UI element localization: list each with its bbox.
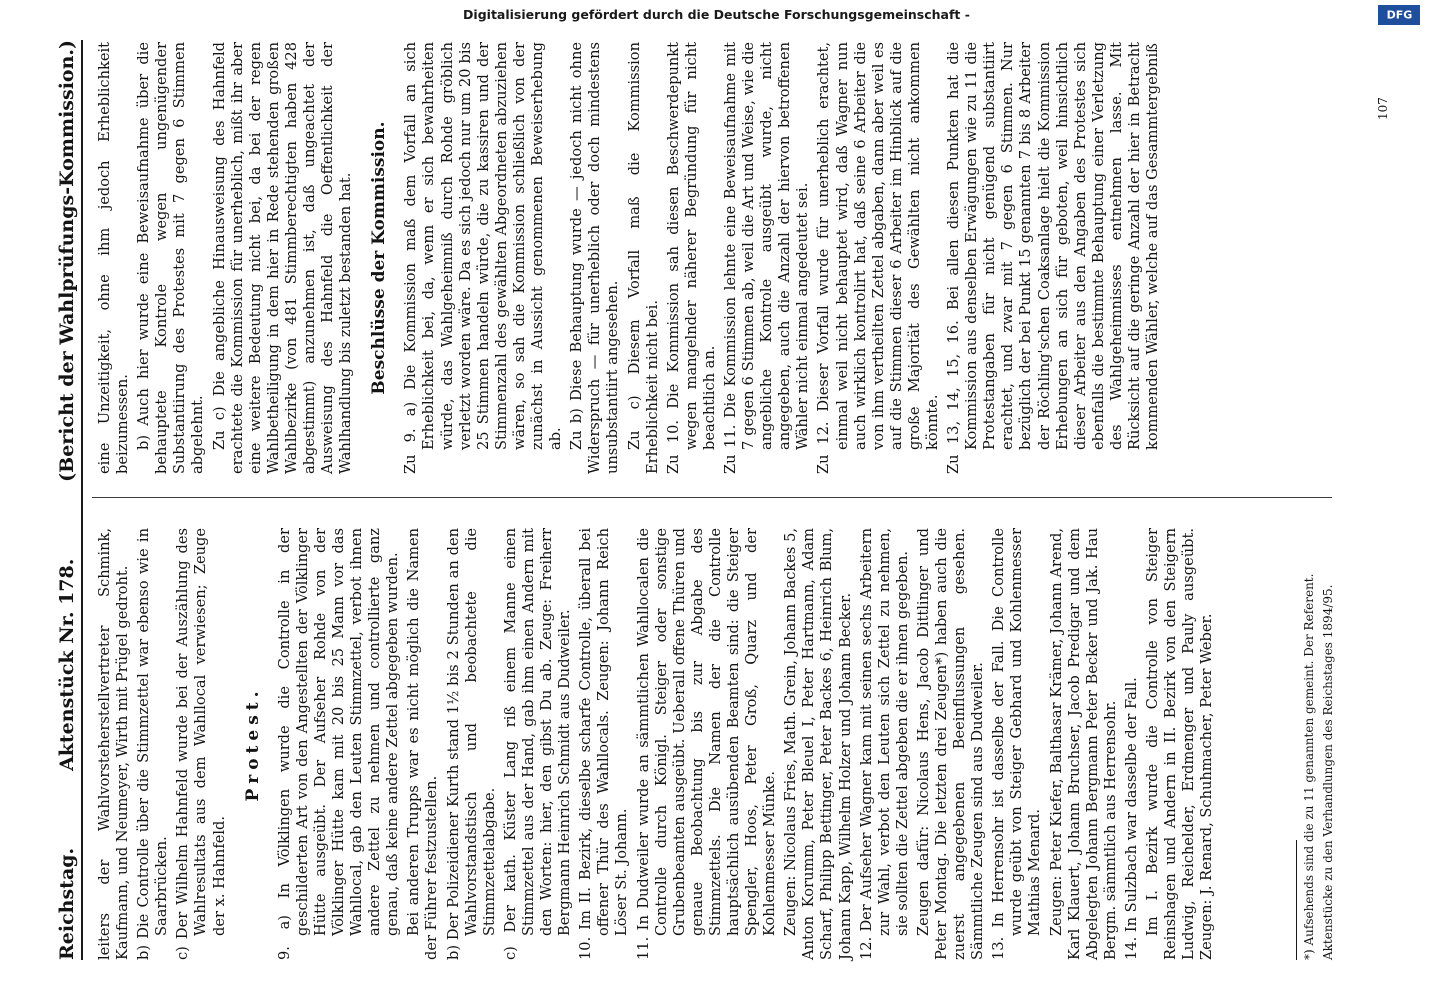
paragraph: Im I. Bezirk wurde die Controlle von Steiger Reinshagen und Andern in II. Bezirk von den Steigern Ludwig, Reichelder, Erdmenger und Pauly ausgeübt. Zeugen: J. Renard, Schuhmacher, Peter Weber.: [1144, 528, 1216, 960]
paragraph: Zeugen dafür: Nicolaus Hens, Jacob Dittlinger und Peter Montag. Die letzten drei Zeugen*) haben auch die zuerst angegebenen Beeinflussungen gesehen. Sämmtliche Zeugen sind aus Dudweiler.: [914, 528, 987, 960]
running-head: [44, 40, 83, 960]
paragraph: 12. Der Aufseher Wagner kam mit seinen sechs Arbeitern zur Wahl, verbot den Leuten sich Zettel zu nehmen, sie sollten die Zettel abgeben die er ihnen gegeben.: [857, 528, 911, 960]
protest-heading: Protest.: [242, 686, 263, 802]
paragraph: b) Auch hier wurde eine Beweisaufnahme über die behauptete Kontrole wegen ungenügender Substantiirung des Protestes mit 7 gegen 6 Stimmen abgelehnt.: [135, 42, 207, 474]
paragraph: 11. In Dudweiler wurde an sämmtlichen Wahllocalen die Controlle durch Königl. Steiger oder sonstige Grubenbeamten ausgeübt. Ueberall offene Thüren und genaue Beobachtung bis zur Abgabe des Stimmzettels. Die Namen der die Controlle hauptsächlich ausübenden Beamten sind: die Steiger Spengler, Hoos, Peter Groß, Quarz und der Kohlenmesser Münke.: [634, 528, 779, 960]
footnote: Aktenstücke zu den Verhandlungen des Reichstages 1894/95.: [1320, 584, 1335, 960]
paragraph: Zu c) Die angebliche Hinausweisung des Hahnfeld erachtete die Kommission für unerheblich, mißt ihr aber eine weitere Bedeutung nicht bei, da bei der regen Wahlbetheiligung in dem hier in Rede stehenden großen Wahlbezirke (von 481 Stimmberechtigten haben 428 abgestimmt) anzunehmen ist, daß ungeachtet der Ausweisung des Hahnfeld die Oeffentlichkeit der Wahlhandlung bis zuletzt bestanden hat.: [210, 42, 355, 474]
dfg-logo: [1378, 5, 1420, 25]
paragraph: Zu b) Diese Behauptung wurde — jedoch nicht ohne Widerspruch — für unerheblich oder doch mindestens unsubstantiirt angesehen.: [568, 42, 622, 474]
column-divider: [92, 497, 1332, 498]
digitization-sidebar: [0, 0, 1432, 30]
paragraph: Zu 9. a) Die Kommission maß dem Vorfall an sich Erheblichkeit bei, da, wenn er sich bewahrheiten würde, das Wahlgeheimniß durch Rohde gröblich verletzt worden wäre. Da es sich jedoch nur um 20 bis 25 Stimmen handeln würde, die zu kassiren und der Stimmenzahl des gewählten Abgeordneten abzuziehen wären, so sah die Kommission schließlich von der zunächst in Aussicht genommenen Beweiserhebung ab.: [402, 42, 565, 474]
paragraph: 14. In Sulzbach war dasselbe der Fall.: [1122, 677, 1140, 960]
header-center: Aktenstück Nr. 178.: [56, 558, 78, 772]
paragraph: 9. a) In Völklingen wurde die Controlle in der geschilderten Art von den Angestellten der Völklinger Hütte ausgeübt. Der Aufseher Rohde von der Völklinger Hütte kam mit 20 bis 25 Mann vor das Wahllocal, gab den Leuten Stimmzettel, verbot ihnen andere Zettel zu nehmen und controllierte ganz genau, daß keine andere Zettel abgegeben wurden.: [275, 528, 402, 960]
footnote-rule: [1296, 840, 1297, 960]
paragraph: Zu 13, 14, 15, 16. Bei allen diesen Punkten hat die Kommission aus denselben Erwägungen wie zu 11 die Protestangaben für nicht genügend substantiirt erachtet, und zwar mit 7 gegen 6 Stimmen. Nur bezüglich der bei Punkt 15 genannten 7 bis 8 Arbeiter der Röchling'schen Coaksanlage hielt die Kommission Erhebungen an sich für geboten, weil hinsichtlich dieser Arbeiter aus den Angaben des Protestes sich ebenfalls die bestimmte Behauptung einer Verletzung des Wahlgeheimnisses entnehmen lasse. Mit Rücksicht auf die geringe Anzahl der hier in Betracht kommenden Wähler, welche auf das Gesammtergebniß: [945, 42, 1162, 474]
paragraph: eine Unzeitigkeit, ohne ihm jedoch Erheblichkeit beizumessen.: [96, 42, 132, 474]
right-column: [96, 42, 1165, 474]
resolutions-heading: Beschlüsse der Kommission.: [369, 121, 390, 395]
paragraph: 10. Im II. Bezirk, dieselbe scharfe Controlle, überall bei offener Thür des Wahllocals. Zeugen: Johann Reich Löser St. Johann.: [577, 528, 631, 960]
paragraph: c) Der Wilhelm Hahnfeld wurde bei der Auszählung des Wahlresultats aus dem Wahllocal verwiesen; Zeuge der x. Hahnfeld.: [174, 528, 228, 960]
footnote: *) Aufsehends sind die zu 11 genannten gemeint. Der Referent.: [1302, 573, 1316, 960]
paragraph: Zu 12. Dieser Vorfall wurde für unerheblich erachtet, einmal weil nicht behauptet wird, daß Wagner nun auch wirklich kontrolirt hat, daß seine 6 Arbeiter die von ihm vertheilten Zettel abgaben, dann aber weil es auf die Stimmen dieser 6 Arbeiter im Hinblick auf die große Majorität des Gewählten nicht ankommen könnte.: [815, 42, 942, 474]
dfg-logo-text: DFG: [1386, 8, 1412, 22]
header-right: (Bericht der Wahlprüfungs-Kommission.): [56, 40, 78, 482]
paragraph: Bei anderen Trupps war es nicht möglich die Namen der Führer festzustellen.: [405, 528, 441, 960]
folio-number: 107: [1376, 97, 1390, 120]
footnotes: [1302, 528, 1339, 960]
header-left: Reichstag.: [56, 847, 78, 960]
paragraph: Zeugen: Peter Kiefer, Balthasar Krämer, Johann Arend, Karl Klauert, Johann Bruchser, Jacob Predigar und dem Abgelegten Johann Bergmann Peter Becker und Jak. Hau Bergm. sämmtlich aus Herrensohr.: [1047, 528, 1119, 960]
paragraph: Zu 11. Die Kommission lehnte eine Beweisaufnahme mit 7 gegen 6 Stimmen ab, weil die Art und Weise, wie die angebliche Kontrole ausgeübt wurde, nicht angegeben, auch die Anzahl der hiervon betroffenen Wähler nicht einmal angedeutet sei.: [721, 42, 812, 474]
digitization-note: Digitalisierung gefördert durch die Deutsche Forschungsgemeinschaft -: [462, 7, 970, 23]
paragraph: b) Der Polizeidiener Kurth stand 1½ bis 2 Stunden an den Wahlvorstandstisch und beobachtete die Stimmzettelabgabe.: [444, 528, 498, 960]
paragraph: Zu 10. Die Kommission sah diesen Beschwerdepunkt wegen mangelnder näherer Begründung für nicht beachtlich an.: [664, 42, 718, 474]
paragraph: Zu c) Diesem Vorfall maß die Kommission Erheblichkeit nicht bei.: [625, 42, 661, 474]
paragraph: 13. In Herrensohr ist dasselbe der Fall. Die Controlle wurde geübt von Steiger Gebhard und Kohlenmesser Mathias Menard.: [990, 528, 1044, 960]
paragraph: leiters der Wahlvorsteherstellvertreter Schmink, Kaufmann, und Neumeyer, Wirth mit Prügel gedroht.: [96, 528, 132, 960]
paragraph: b) Die Controlle über die Stimmzettel war ebenso wie in Saarbrücken.: [135, 528, 171, 960]
paragraph: Zeugen: Nicolaus Fries, Math. Grein, Johann Backes 5, Anton Korumm, Peter Bleuel I, Peter Hartmann, Adam Scharf, Philipp Bettinger, Peter Backes 6, Heinrich Blum, Johann Kapp, Wilhelm Holzer und Johann Becker.: [782, 528, 854, 960]
left-column: [96, 528, 1219, 960]
paragraph: c) Der kath. Küster Lang riß einem Manne einen Stimmzettel aus der Hand, gab ihm einen Andern mit den Worten: hier, den gibst Du ab. Zeuge: Freiherr Bergmann Heinrich Schmidt aus Dudweiler.: [501, 528, 574, 960]
